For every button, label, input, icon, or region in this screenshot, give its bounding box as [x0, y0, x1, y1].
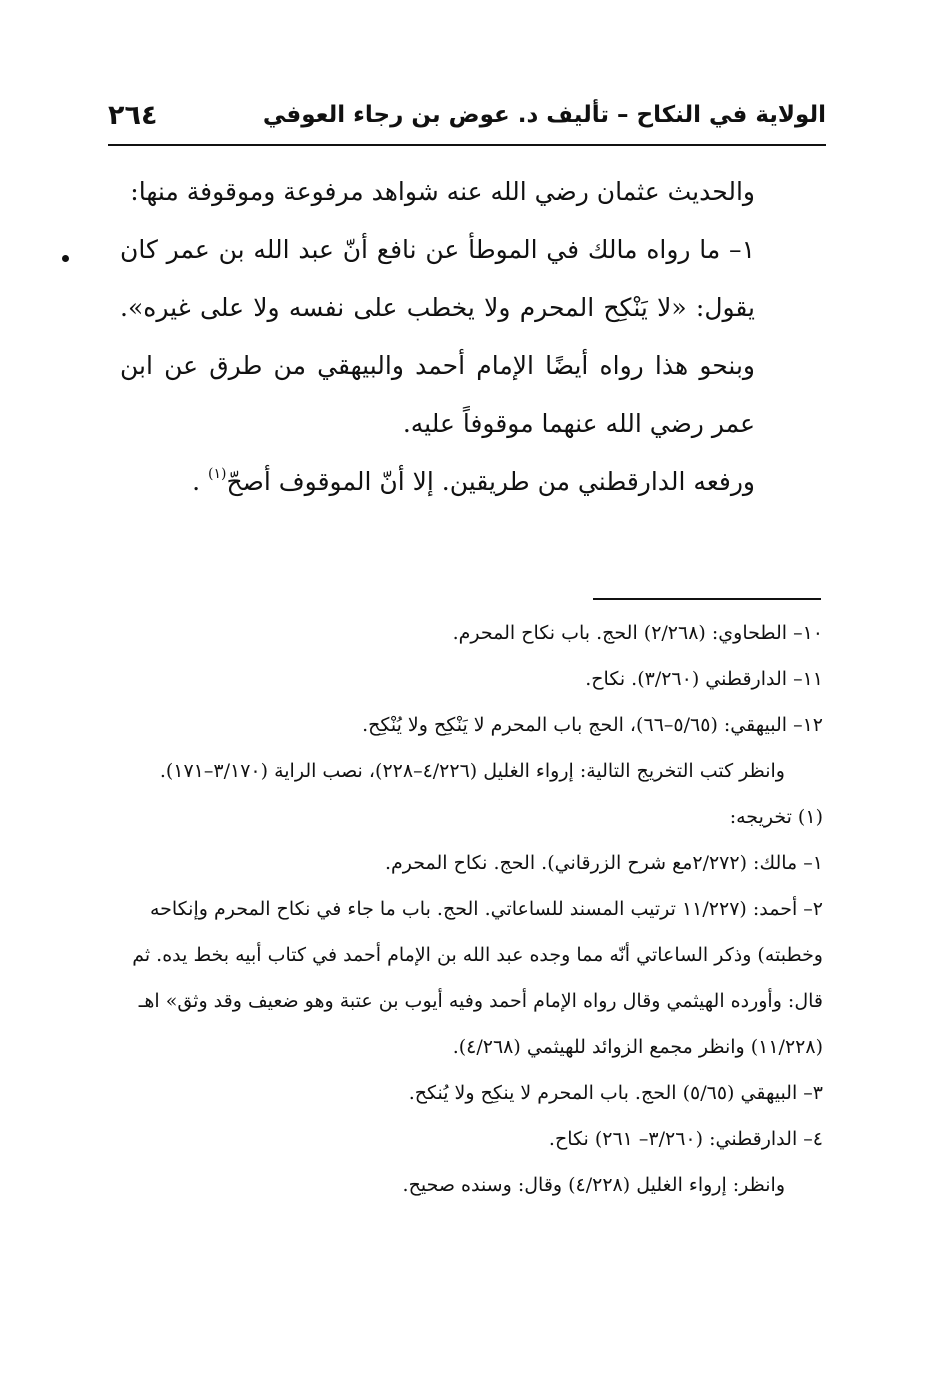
running-title: الولاية في النكاح – تأليف د. عوض بن رجاء العوفي — [262, 102, 826, 128]
footnote-ref[interactable]: (١) — [208, 466, 227, 482]
footnote-1-item-4: ٤– الدارقطني: (٣/٢٦٠– ٢٦١) نكاح. — [548, 1128, 823, 1150]
margin-dot — [62, 255, 69, 262]
paragraph-1: ١– ما رواه مالك في الموطأ عن نافع أنّ عبد الله بن عمر كان يقول: «لا يَنْكِح المحرم ولا يخطب على نفسه ولا على غيره». وبنحو هذا رواه أيضًا الإمام أحمد والبيهقي من طرق عن ابن عمر رضي الله عنهما موقوفاً عليه. — [120, 235, 755, 438]
footnote-10: ١٠– الطحاوي: (٢/٢٦٨) الحج. باب نكاح المحرم. — [452, 622, 823, 644]
footnote-12: ١٢– البيهقي: (٥/٦٥–٦٦)، الحج باب المحرم لا يَنْكِح ولا يُنْكِح. — [362, 714, 823, 736]
footnote-11: ١١– الدارقطني (٣/٢٦٠). نكاح. — [585, 668, 823, 690]
closing-line-text: ورفعه الدارقطني من طريقين. إلا أنّ الموقوف أصحّ — [226, 467, 755, 496]
main-text — [120, 163, 825, 511]
footnote-1-item-2: ٢– أحمد: (١١/٢٢٧ ترتيب المسند للساعاتي. الحج. باب ما جاء في نكاح المحرم وإنكاحه وخطبته) وذكر الساعاتي أنّه مما وجده عبد الله بن الإمام أحمد في كتاب أبيه بخط يده. ثم قال: وأورده الهيثمي وقال رواه الإمام أحمد وفيه أيوب بن عتبة وهو ضعيف وقد وثق» اهـ (١١/٢٢٨) وانظر مجمع الزوائد للهيثمي (٤/٢٦٨). — [132, 898, 823, 1058]
footnotes — [120, 610, 823, 1208]
footnote-1-heading: (١) تخريجه: — [729, 806, 823, 828]
closing-line-end: . — [192, 467, 209, 496]
closing-line — [120, 453, 825, 511]
footnote-1-see-also: وانظر: إرواء الغليل (٤/٢٢٨) وقال: وسنده صحيح. — [402, 1174, 785, 1196]
intro-line: والحديث عثمان رضي الله عنه شواهد مرفوعة وموقوفة منها: — [130, 177, 755, 206]
footnote-divider — [593, 598, 821, 600]
footnote-1-item-1: ١– مالك: (٢/٢٧٢مع شرح الزرقاني). الحج. نكاح المحرم. — [384, 852, 823, 874]
footnote-1-item-3: ٣– البيهقي (٥/٦٥) الحج. باب المحرم لا ينكِح ولا يُنكح. — [408, 1082, 823, 1104]
footnote-see-also: وانظر كتب التخريج التالية: إرواء الغليل (٤/٢٢٦–٢٢٨)، نصب الراية (٣/١٧٠–١٧١). — [159, 760, 785, 782]
page-number: ٢٦٤ — [108, 100, 158, 131]
page-header — [108, 100, 826, 146]
